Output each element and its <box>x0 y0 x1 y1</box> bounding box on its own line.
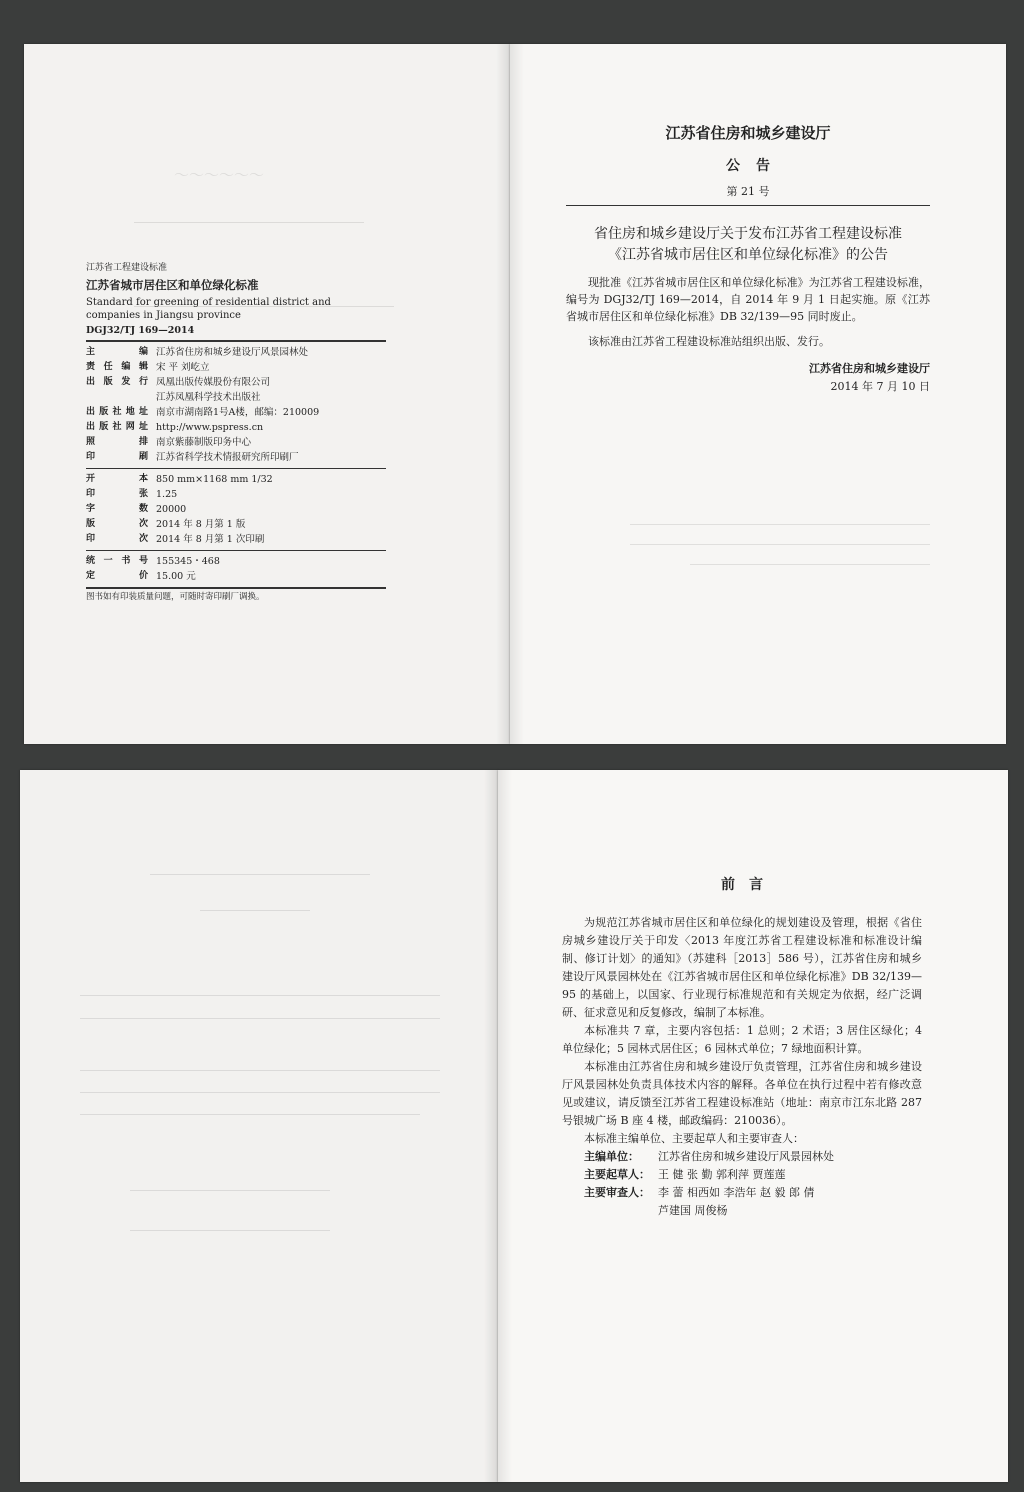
row-label: 字数 <box>86 504 148 515</box>
row-value: 江苏省科学技术情报研究所印刷厂 <box>156 452 299 464</box>
colophon-row <box>86 569 386 584</box>
row-label: 定价 <box>86 571 148 582</box>
preface <box>562 874 922 1220</box>
row-value: 155345・468 <box>156 556 220 568</box>
colophon-row <box>86 450 386 465</box>
series-name: 江苏省工程建设标准 <box>86 263 168 273</box>
colophon-row <box>86 390 386 405</box>
notice-title <box>566 224 930 266</box>
blank-page <box>20 770 498 1482</box>
page-gutter <box>498 770 512 1482</box>
divider <box>86 550 386 551</box>
row-label: 印张 <box>86 489 148 500</box>
colophon-row <box>86 435 386 450</box>
row-value: 850 mm×1168 mm 1/32 <box>156 474 273 486</box>
credit-row <box>562 1166 922 1184</box>
credit-label <box>584 1202 658 1220</box>
row-label: 统一书号 <box>86 556 148 567</box>
notice-paragraph: 该标准由江苏省工程建设标准站组织出版、发行。 <box>588 335 830 348</box>
page-gutter <box>496 44 510 744</box>
colophon-row <box>86 472 386 487</box>
show-through-line <box>630 524 930 525</box>
colophon-page <box>24 44 510 744</box>
row-label <box>86 390 148 405</box>
preface-heading: 前言 <box>721 877 777 893</box>
credit-value: 李 蕾 相西如 李浩年 赵 毅 郎 倩 <box>658 1186 815 1199</box>
credit-row <box>562 1184 922 1202</box>
row-value: http://www.pspress.cn <box>156 422 264 434</box>
row-value: 凤凰出版传媒股份有限公司 <box>156 377 271 389</box>
notice-page <box>510 44 1006 744</box>
credit-row <box>562 1202 922 1220</box>
show-through-line <box>630 544 930 545</box>
credit-value: 芦建国 周俊杨 <box>658 1204 728 1217</box>
credit-value: 江苏省住房和城乡建设厅风景园林处 <box>658 1150 834 1163</box>
colophon <box>86 262 386 604</box>
colophon-row <box>86 532 386 547</box>
notice-signer: 江苏省住房和城乡建设厅 <box>809 362 930 375</box>
row-value: 20000 <box>156 504 187 516</box>
row-label: 出版社地址 <box>86 407 148 418</box>
preface-paragraph: 为规范江苏省城市居住区和单位绿化的规划建设及管理，根据《省住房城乡建设厅关于印发〈2013 年度江苏省工程建设标准和标准设计编制、修订计划〉的通知》（苏建科［2013］586 号），江苏省住房和城乡建设厅风景园林处在《江苏省城市居住区和单位绿化标准》DB 32/139—95 的基础上，以国家、行业现行标准规范和有关规定为依据，经广泛调研、征求意见和反复修改，编制了本标准。 <box>562 916 922 1019</box>
show-through-line <box>80 1018 440 1019</box>
credit-label: 主要审查人： <box>584 1186 650 1199</box>
row-label: 印次 <box>86 534 148 545</box>
show-through-line <box>134 222 364 223</box>
row-label: 版次 <box>86 519 148 530</box>
row-value: 南京紫藤制版印务中心 <box>156 437 252 449</box>
credit-label: 主要起草人： <box>584 1168 650 1181</box>
colophon-row <box>86 420 386 435</box>
row-value: 2014 年 8 月第 1 次印刷 <box>156 534 265 546</box>
issuing-organization: 江苏省住房和城乡建设厅 <box>665 124 831 142</box>
notice-paragraph: 现批准《江苏省城市居住区和单位绿化标准》为江苏省工程建设标准，编号为 DGJ32/TJ 169—2014，自 2014 年 9 月 1 日起实施。原《江苏省城市居住区和单位绿化标准》DB 32/139—95 同时废止。 <box>566 276 930 323</box>
show-through-line <box>690 564 930 565</box>
notice-heading: 公告 <box>726 158 786 174</box>
book-title-en: Standard for greening of residential district and companies in Jiangsu province <box>86 296 331 322</box>
row-value: 江苏省住房和城乡建设厅风景园林处 <box>156 347 309 359</box>
show-through-line <box>80 1092 440 1093</box>
colophon-row <box>86 375 386 390</box>
notice-title-line: 省住房和城乡建设厅关于发布江苏省工程建设标准 <box>594 226 902 242</box>
page-gutter <box>510 44 524 744</box>
show-through-line <box>80 1070 440 1071</box>
row-label: 责任编辑 <box>86 362 148 373</box>
row-label: 出版社网址 <box>86 422 148 433</box>
divider <box>86 340 386 342</box>
colophon-row <box>86 345 386 360</box>
show-through-line <box>150 874 370 875</box>
colophon-row <box>86 517 386 532</box>
show-through-line <box>130 1230 330 1231</box>
row-value: 2014 年 8 月第 1 版 <box>156 519 246 531</box>
colophon-row <box>86 554 386 569</box>
credit-row <box>562 1148 922 1166</box>
show-through-text: 〜〜〜〜〜〜 <box>174 166 265 184</box>
notice-title-line: 《江苏省城市居住区和单位绿化标准》的公告 <box>608 247 888 263</box>
page-gutter <box>484 770 498 1482</box>
row-label: 印刷 <box>86 452 148 463</box>
row-value: 1.25 <box>156 489 178 501</box>
row-value: 宋 平 刘屹立 <box>156 362 210 374</box>
notice-number: 第 21 号 <box>726 185 770 198</box>
show-through-line <box>80 995 440 996</box>
notice <box>566 122 930 394</box>
row-label: 主编 <box>86 347 148 358</box>
colophon-row <box>86 405 386 420</box>
show-through-line <box>80 1114 420 1115</box>
preface-page <box>498 770 1008 1482</box>
colophon-row <box>86 487 386 502</box>
row-label: 照排 <box>86 437 148 448</box>
book-title: 江苏省城市居住区和单位绿化标准 <box>86 278 259 293</box>
preface-paragraph: 本标准由江苏省住房和城乡建设厅负责管理，江苏省住房和城乡建设厅风景园林处负责具体技术内容的解释。各单位在执行过程中若有修改意见或建议，请反馈至江苏省工程建设标准站（地址：南京市江东北路 287 号银城广场 B 座 4 楼，邮政编码：210036）。 <box>562 1060 922 1127</box>
row-value: 15.00 元 <box>156 571 196 583</box>
print-note: 图书如有印装质量问题，可随时寄印刷厂调换。 <box>86 592 265 603</box>
preface-paragraph: 本标准共 7 章，主要内容包括：1 总则；2 术语；3 居住区绿化；4 单位绿化；5 园林式居住区；6 园林式单位；7 绿地面积计算。 <box>562 1024 922 1055</box>
colophon-row <box>86 502 386 517</box>
credit-label: 主编单位： <box>584 1150 639 1163</box>
divider <box>566 205 930 206</box>
credit-value: 王 健 张 勤 郭利萍 贾莲莲 <box>658 1168 786 1181</box>
divider <box>86 468 386 469</box>
row-value: 南京市湖南路1号A楼，邮编：210009 <box>156 407 320 419</box>
show-through-line <box>130 1190 330 1191</box>
show-through-line <box>200 910 310 911</box>
colophon-row <box>86 360 386 375</box>
row-value: 江苏凤凰科学技术出版社 <box>156 392 261 404</box>
row-label: 开本 <box>86 474 148 485</box>
preface-paragraph: 本标准主编单位、主要起草人和主要审查人： <box>584 1132 804 1145</box>
standard-code: DGJ32/TJ 169—2014 <box>86 324 195 336</box>
notice-date: 2014 年 7 月 10 日 <box>830 380 930 393</box>
divider <box>86 587 386 589</box>
row-label: 出版发行 <box>86 377 148 388</box>
